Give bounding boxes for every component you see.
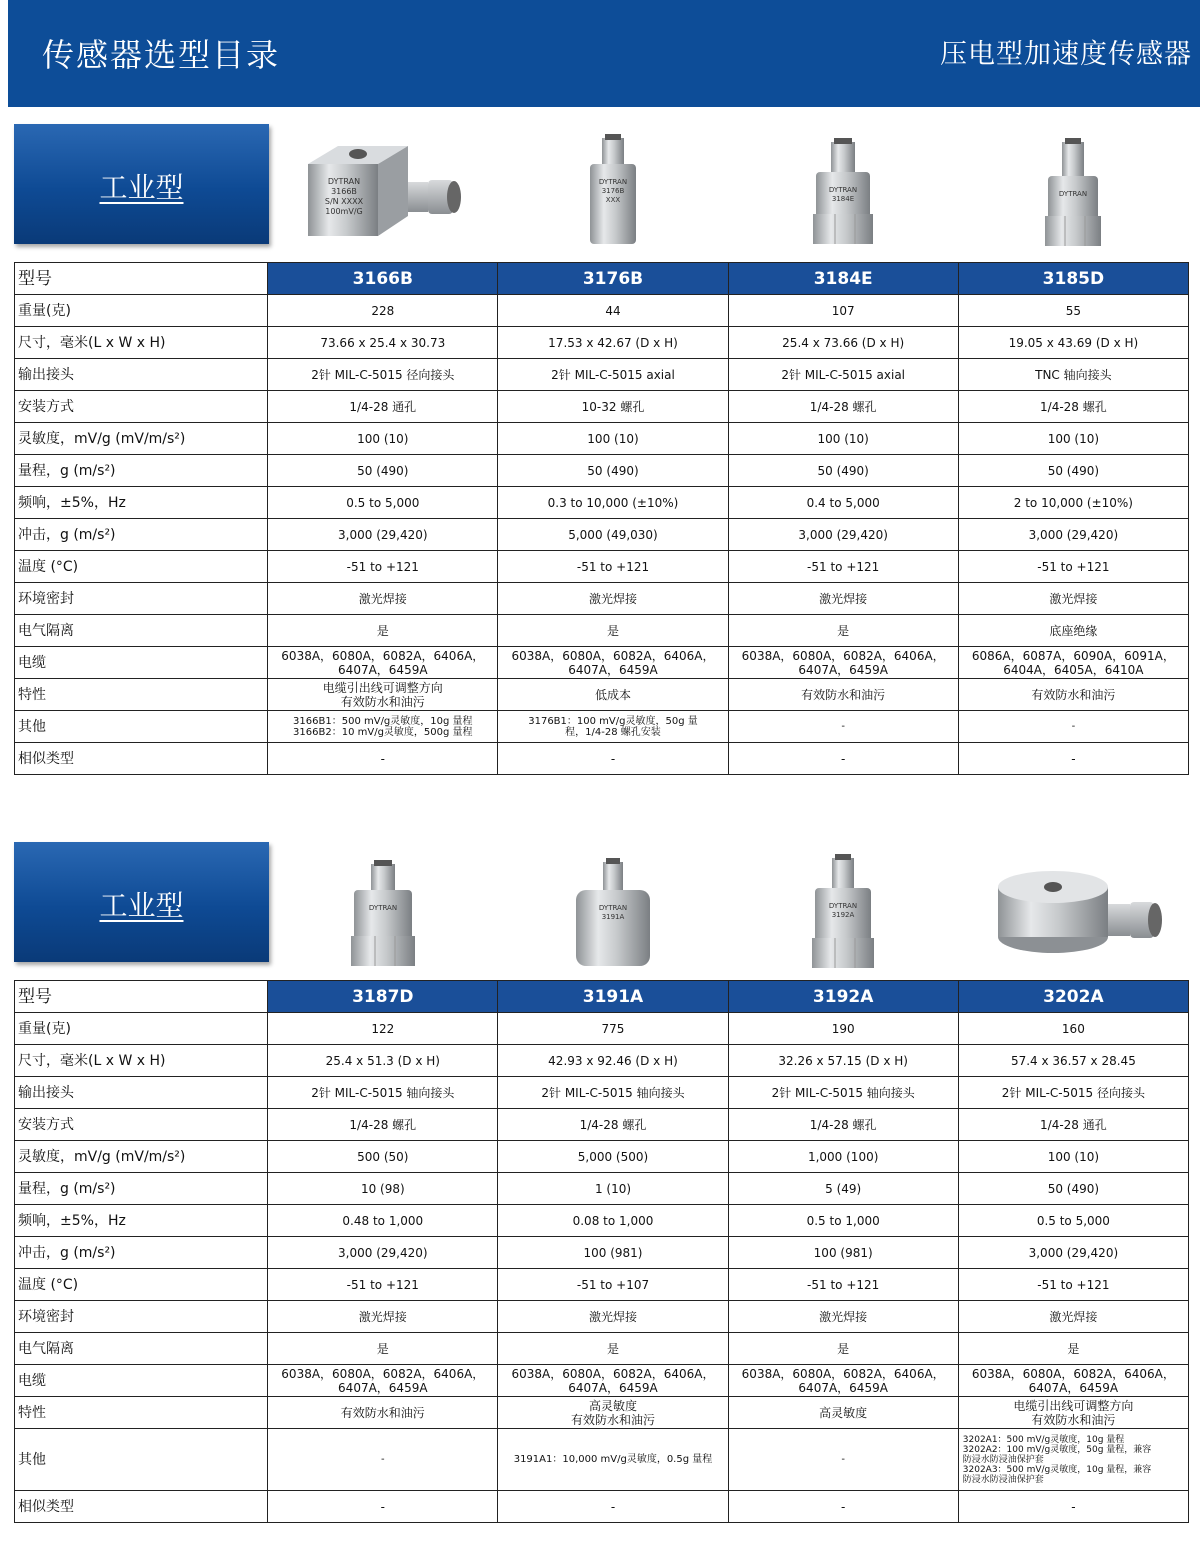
model-header: 3187D [268,981,498,1013]
cell-connector: 2针 MIL-C-5015 轴向接头 [498,1077,728,1109]
cell-freq: 0.4 to 5,000 [728,487,958,519]
cell-line: 6407A，6459A [338,1380,428,1395]
cell-connector: 2针 MIL-C-5015 轴向接头 [268,1077,498,1109]
cell-seal: 激光焊接 [728,1301,958,1333]
table-row [15,711,1189,743]
cell-line: 6038A，6080A，6082A，6406A， [281,648,485,663]
row-label-text: 重量(克) [18,302,71,319]
model-header: 3202A [958,981,1188,1013]
cell-shock: 100 (981) [728,1237,958,1269]
cell-similar: - [958,1491,1188,1523]
cell-size: 19.05 x 43.69 (D x H) [958,327,1188,359]
cell-cable [728,1365,958,1397]
row-label-freq [15,1205,268,1237]
cell-shock: 3,000 (29,420) [268,519,498,551]
page-header [8,0,1200,107]
table-row [15,1333,1189,1365]
product-photo-3185D [958,124,1188,259]
cell-line: 防浸水防浸油保护套 [962,1454,1044,1465]
row-label-text: 温度 (°C) [18,1276,79,1293]
cell-line: 6038A，6080A，6082A，6406A， [741,1366,945,1381]
row-label-size [15,327,268,359]
sensor-label-text: DYTRAN [598,178,628,186]
row-label-text: 电气隔离 [18,622,74,639]
row-label-weight [15,295,268,327]
section-badge [14,124,269,244]
cell-line: 有效防水和油污 [1031,1412,1116,1427]
spec-table [14,262,1189,775]
cell-isolation: 是 [498,1333,728,1365]
cell-seal: 激光焊接 [958,1301,1188,1333]
cell-mounting: 1/4-28 螺孔 [958,391,1188,423]
row-label-text: 其他 [18,718,46,735]
cell-connector: 2针 MIL-C-5015 轴向接头 [728,1077,958,1109]
product-photo-3166B [268,124,498,259]
cell-line: 有效防水和油污 [801,687,886,702]
cell-similar: - [728,743,958,775]
cell-line: 3176B1：100 mV/g灵敏度，50g 量 [528,715,698,727]
cell-other [268,1429,498,1491]
cell-features [728,679,958,711]
cell-freq: 0.3 to 10,000 (±10%) [498,487,728,519]
cell-line: 高灵敏度 [588,1398,637,1413]
cell-line: 6407A，6459A [798,662,888,677]
sensor-label-text: DYTRAN [828,902,858,910]
cell-connector: 2针 MIL-C-5015 径向接头 [268,359,498,391]
table-row [15,615,1189,647]
sensor-label-text: S/N XXXX [324,197,364,206]
sensor-label-text: DYTRAN [828,186,858,194]
sensor-label-text: 100mV/G [325,207,363,216]
row-label-model: 型号 [15,981,268,1013]
row-label-text: 尺寸，毫米(L x W x H) [18,1052,166,1069]
cell-line: 电缆引出线可调整方向 [322,680,443,695]
cell-temp: -51 to +121 [498,551,728,583]
cell-isolation: 是 [728,1333,958,1365]
cell-freq: 0.5 to 1,000 [728,1205,958,1237]
cell-shock: 3,000 (29,420) [958,1237,1188,1269]
row-label-text: 电缆 [18,1372,46,1389]
row-label-text: 安装方式 [18,398,74,415]
cell-cable [958,647,1188,679]
product-photo-3192A [728,842,958,977]
cell-shock: 3,000 (29,420) [958,519,1188,551]
cell-sensitivity: 100 (10) [958,1141,1188,1173]
sensor-label-text: DYTRAN [1058,190,1088,198]
cell-temp: -51 to +107 [498,1269,728,1301]
row-label-text: 其他 [18,1451,46,1468]
row-label-weight [15,1013,268,1045]
row-label-text: 冲击，g (m/s²) [18,1244,116,1261]
row-label-text: 重量(克) [18,1020,71,1037]
row-label-connector [15,359,268,391]
cell-other [958,711,1188,743]
cell-shock: 5,000 (49,030) [498,519,728,551]
cell-range: 10 (98) [268,1173,498,1205]
table-row [15,359,1189,391]
cell-range: 1 (10) [498,1173,728,1205]
cell-sensitivity: 100 (10) [498,423,728,455]
sensor-label-text: 3184E [831,195,855,203]
sensor-label-text: 3176B [601,187,625,195]
row-label-text: 电缆 [18,654,46,671]
sensor-label-text: 3166B [331,187,357,196]
cell-cable [728,647,958,679]
cell-line: 有效防水和油污 [340,694,425,709]
cell-weight: 44 [498,295,728,327]
row-label-isolation [15,615,268,647]
row-label-seal [15,583,268,615]
cell-line: - [841,721,845,732]
table-row [15,1141,1189,1173]
row-label-features [15,1397,268,1429]
cell-mounting: 1/4-28 螺孔 [728,391,958,423]
row-label-text: 相似类型 [18,1498,74,1515]
cell-mounting: 1/4-28 螺孔 [268,1109,498,1141]
cell-weight: 160 [958,1013,1188,1045]
cell-sensitivity: 100 (10) [728,423,958,455]
cell-isolation: 是 [958,1333,1188,1365]
cell-seal: 激光焊接 [498,583,728,615]
cell-line: 6038A，6080A，6082A，6406A， [281,1366,485,1381]
table-row [15,391,1189,423]
cell-shock: 3,000 (29,420) [728,519,958,551]
cell-features [958,1397,1188,1429]
cell-features [268,679,498,711]
cell-size: 57.4 x 36.57 x 28.45 [958,1045,1188,1077]
cell-line: 低成本 [594,687,631,702]
cell-line: 防浸水防浸油保护套 [962,1474,1044,1485]
model-header: 3191A [498,981,728,1013]
section-badge [14,842,269,962]
cell-line: 6407A，6459A [798,1380,888,1395]
cell-seal: 激光焊接 [958,583,1188,615]
table-row [15,1237,1189,1269]
row-label-other [15,711,268,743]
cell-line: 高灵敏度 [819,1405,868,1420]
cell-cable [268,1365,498,1397]
cell-shock: 100 (981) [498,1237,728,1269]
row-label-isolation [15,1333,268,1365]
cell-similar: - [958,743,1188,775]
cell-range: 5 (49) [728,1173,958,1205]
row-label-model: 型号 [15,263,268,295]
cell-size: 25.4 x 73.66 (D x H) [728,327,958,359]
cell-similar: - [728,1491,958,1523]
row-label-cable [15,1365,268,1397]
cell-cable [268,647,498,679]
cell-shock: 3,000 (29,420) [268,1237,498,1269]
cell-range: 50 (490) [958,455,1188,487]
cell-line: 程，1/4-28 螺孔安装 [565,726,661,738]
table-row [15,327,1189,359]
row-label-other [15,1429,268,1491]
cell-line: 3202A2：100 mV/g灵敏度，50g 量程，兼容 [962,1444,1152,1455]
table-row [15,487,1189,519]
cell-line: - [841,1454,845,1465]
row-label-cable [15,647,268,679]
cell-cable [498,647,728,679]
cell-temp: -51 to +121 [268,551,498,583]
cell-other [498,1429,728,1491]
model-header: 3176B [498,263,728,295]
sensor-label-text: 3192A [831,911,855,919]
cell-weight: 55 [958,295,1188,327]
page-title: 传感器选型目录 [42,36,281,74]
row-label-text: 冲击，g (m/s²) [18,526,116,543]
product-photo-3184E [728,124,958,259]
row-label-shock [15,1237,268,1269]
cell-line: 6038A，6080A，6082A，6406A， [511,648,715,663]
row-label-text: 频响，±5%，Hz [18,494,126,511]
cell-line: 有效防水和油污 [340,1405,425,1420]
product-photo-3202A [958,842,1188,977]
cell-line: 有效防水和油污 [1031,687,1116,702]
cell-line: 有效防水和油污 [570,1412,655,1427]
table-row [15,1397,1189,1429]
cell-other [268,711,498,743]
cell-isolation: 是 [728,615,958,647]
cell-size: 73.66 x 25.4 x 30.73 [268,327,498,359]
cell-size: 17.53 x 42.67 (D x H) [498,327,728,359]
cell-isolation: 是 [268,615,498,647]
table-row [15,1045,1189,1077]
cell-freq: 0.5 to 5,000 [958,1205,1188,1237]
cell-mounting: 10-32 螺孔 [498,391,728,423]
cell-line: 3166B2：10 mV/g灵敏度，500g 量程 [293,726,473,738]
sensor-label-text: DYTRAN [598,904,628,912]
table-row [15,1109,1189,1141]
cell-line: 3191A1：10,000 mV/g灵敏度，0.5g 量程 [513,1454,713,1465]
cell-size: 42.93 x 92.46 (D x H) [498,1045,728,1077]
cell-temp: -51 to +121 [728,551,958,583]
cell-line: 6407A，6459A [1028,1380,1119,1395]
cell-isolation: 是 [498,615,728,647]
cell-line: 3202A1：500 mV/g灵敏度，10g 量程 [962,1434,1125,1445]
row-label-connector [15,1077,268,1109]
table-row [15,1301,1189,1333]
cell-temp: -51 to +121 [958,1269,1188,1301]
model-header: 3192A [728,981,958,1013]
cell-features [728,1397,958,1429]
cell-freq: 0.48 to 1,000 [268,1205,498,1237]
cell-line: 6038A，6080A，6082A，6406A， [741,648,945,663]
row-label-text: 特性 [18,686,46,703]
row-label-text: 温度 (°C) [18,558,79,575]
cell-mounting: 1/4-28 通孔 [268,391,498,423]
cell-weight: 122 [268,1013,498,1045]
cell-range: 50 (490) [268,455,498,487]
cell-range: 50 (490) [958,1173,1188,1205]
cell-temp: -51 to +121 [728,1269,958,1301]
row-label-mounting [15,1109,268,1141]
row-label-temp [15,551,268,583]
cell-line: 6404A，6405A，6410A [1003,662,1144,677]
cell-connector: TNC 轴向接头 [958,359,1188,391]
product-photo-3176B [498,124,728,259]
row-label-mounting [15,391,268,423]
cell-features [268,1397,498,1429]
row-label-text: 环境密封 [18,1308,74,1325]
cell-sensitivity: 1,000 (100) [728,1141,958,1173]
cell-weight: 775 [498,1013,728,1045]
cell-isolation: 是 [268,1333,498,1365]
cell-similar: - [498,1491,728,1523]
table-header-row [15,263,1189,295]
row-label-sensitivity [15,423,268,455]
cell-line: - [380,1454,385,1465]
row-label-text: 量程，g (m/s²) [18,462,116,479]
cell-features [498,1397,728,1429]
cell-range: 50 (490) [498,455,728,487]
cell-size: 32.26 x 57.15 (D x H) [728,1045,958,1077]
cell-mounting: 1/4-28 螺孔 [498,1109,728,1141]
row-label-text: 尺寸，毫米(L x W x H) [18,334,166,351]
cell-mounting: 1/4-28 通孔 [958,1109,1188,1141]
row-label-text: 环境密封 [18,590,74,607]
row-label-text: 输出接头 [18,366,74,383]
cell-line: 6407A，6459A [338,662,428,677]
cell-connector: 2针 MIL-C-5015 径向接头 [958,1077,1188,1109]
row-label-range [15,1173,268,1205]
row-label-text: 相似类型 [18,750,74,767]
section-badge-label: 工业型 [99,889,184,922]
row-label-similar [15,1491,268,1523]
model-header: 3185D [958,263,1188,295]
cell-other [728,711,958,743]
cell-seal: 激光焊接 [268,583,498,615]
row-label-range [15,455,268,487]
cell-temp: -51 to +121 [268,1269,498,1301]
row-label-text: 安装方式 [18,1116,74,1133]
table-row [15,551,1189,583]
cell-line: 3166B1：500 mV/g灵敏度，10g 量程 [293,715,473,727]
row-label-text: 灵敏度，mV/g (mV/m/s²) [18,1148,186,1165]
cell-line: 6086A，6087A，6090A，6091A， [971,648,1175,663]
cell-sensitivity: 500 (50) [268,1141,498,1173]
table-row [15,743,1189,775]
cell-features [498,679,728,711]
model-header: 3184E [728,263,958,295]
page-subtitle: 压电型加速度传感器 [940,39,1192,70]
row-label-freq [15,487,268,519]
cell-other [498,711,728,743]
cell-seal: 激光焊接 [728,583,958,615]
cell-cable [498,1365,728,1397]
cell-line: 电缆引出线可调整方向 [1013,1398,1134,1413]
table-row [15,1205,1189,1237]
row-label-sensitivity [15,1141,268,1173]
cell-line: 6407A，6459A [568,662,658,677]
table-row [15,1429,1189,1491]
row-label-text: 输出接头 [18,1084,74,1101]
cell-seal: 激光焊接 [498,1301,728,1333]
row-label-text: 频响，±5%，Hz [18,1212,126,1229]
cell-other [958,1429,1188,1491]
model-header: 3166B [268,263,498,295]
cell-line: - [1071,721,1076,732]
table-row [15,583,1189,615]
table-row [15,647,1189,679]
row-label-text: 电气隔离 [18,1340,74,1357]
cell-connector: 2针 MIL-C-5015 axial [728,359,958,391]
row-label-features [15,679,268,711]
cell-sensitivity: 5,000 (500) [498,1141,728,1173]
cell-isolation: 底座绝缘 [958,615,1188,647]
cell-sensitivity: 100 (10) [958,423,1188,455]
cell-range: 50 (490) [728,455,958,487]
cell-other [728,1429,958,1491]
table-row [15,1491,1189,1523]
row-label-size [15,1045,268,1077]
cell-mounting: 1/4-28 螺孔 [728,1109,958,1141]
table-row [15,295,1189,327]
row-label-similar [15,743,268,775]
section-badge-label: 工业型 [99,171,184,204]
cell-freq: 0.5 to 5,000 [268,487,498,519]
cell-freq: 2 to 10,000 (±10%) [958,487,1188,519]
row-label-text: 灵敏度，mV/g (mV/m/s²) [18,430,186,447]
cell-line: 6038A，6080A，6082A，6406A， [971,1366,1175,1381]
table-row [15,1269,1189,1301]
cell-sensitivity: 100 (10) [268,423,498,455]
sensor-label-text: DYTRAN [327,177,361,186]
cell-weight: 228 [268,295,498,327]
cell-similar: - [268,743,498,775]
sensor-label-text: 3191A [601,913,625,921]
table-row [15,455,1189,487]
cell-temp: -51 to +121 [958,551,1188,583]
cell-weight: 190 [728,1013,958,1045]
spec-table [14,980,1189,1523]
table-row [15,519,1189,551]
cell-weight: 107 [728,295,958,327]
cell-freq: 0.08 to 1,000 [498,1205,728,1237]
cell-connector: 2针 MIL-C-5015 axial [498,359,728,391]
cell-seal: 激光焊接 [268,1301,498,1333]
cell-cable [958,1365,1188,1397]
table-row [15,423,1189,455]
cell-features [958,679,1188,711]
cell-line: 6038A，6080A，6082A，6406A， [511,1366,715,1381]
row-label-text: 量程，g (m/s²) [18,1180,116,1197]
cell-line: 6407A，6459A [568,1380,658,1395]
row-label-temp [15,1269,268,1301]
row-label-shock [15,519,268,551]
table-row [15,1013,1189,1045]
table-row [15,1077,1189,1109]
table-header-row [15,981,1189,1013]
cell-similar: - [268,1491,498,1523]
sensor-label-text: XXX [605,196,621,204]
cell-size: 25.4 x 51.3 (D x H) [268,1045,498,1077]
row-label-seal [15,1301,268,1333]
table-row [15,679,1189,711]
product-photo-3191A [498,842,728,977]
table-row [15,1365,1189,1397]
sensor-label-text: DYTRAN [368,904,398,912]
product-photo-3187D [268,842,498,977]
cell-similar: - [498,743,728,775]
cell-line: 3202A3：500 mV/g灵敏度，10g 量程，兼容 [962,1464,1152,1475]
table-row [15,1173,1189,1205]
row-label-text: 特性 [18,1404,46,1421]
